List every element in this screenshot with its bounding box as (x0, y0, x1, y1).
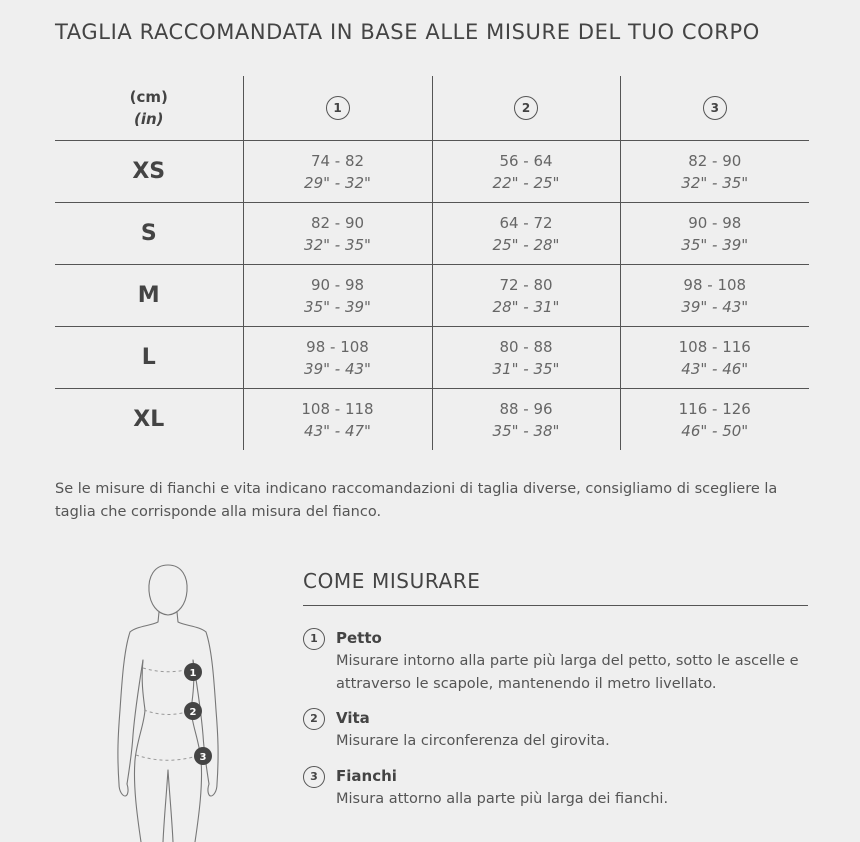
table-body (55, 141, 809, 451)
size-label: M (137, 283, 160, 308)
measure-cell (432, 141, 620, 203)
inch-value: 35" - 39" (304, 297, 371, 316)
cm-value: 56 - 64 (499, 151, 553, 170)
inch-value: 28" - 31" (492, 297, 560, 316)
number-3-icon: 3 (703, 96, 727, 120)
inch-value: 43" - 46" (681, 359, 749, 378)
measure-cell (432, 389, 620, 451)
cm-value: 108 - 116 (678, 337, 751, 356)
measure-cell (432, 203, 620, 265)
inch-value: 22" - 25" (492, 173, 560, 192)
inch-value: 43" - 47" (304, 421, 371, 440)
how-to-measure-title: COME MISURARE (303, 569, 481, 593)
measure-cell (620, 265, 809, 327)
table-row (55, 389, 809, 451)
cm-value: 80 - 88 (499, 337, 553, 356)
measure-cell (620, 203, 809, 265)
table-row (55, 327, 809, 389)
cm-value: 64 - 72 (499, 213, 553, 232)
table-row (55, 141, 809, 203)
unit-cm-label: (cm) (129, 88, 168, 106)
step-title: Vita (336, 709, 370, 727)
marker-1-label: 1 (189, 668, 197, 679)
marker-3-label: 3 (199, 752, 207, 763)
step-hips (303, 766, 813, 812)
body-silhouette-figure (105, 560, 275, 842)
measure-cell (243, 203, 432, 265)
step-title: Petto (336, 629, 382, 647)
measure-cell (432, 327, 620, 389)
page-title: TAGLIA RACCOMANDATA IN BASE ALLE MISURE DEL TUO CORPO (55, 20, 760, 44)
size-label-cell (55, 327, 243, 389)
inch-value: 32" - 35" (304, 235, 371, 254)
measure-cell (243, 327, 432, 389)
size-advice-note: Se le misure di fianchi e vita indicano raccomandazioni di taglia diverse, consigliamo di scegliere la taglia che corrisponde alla misura del fianco. (55, 481, 778, 520)
size-chart-table (55, 76, 809, 450)
cm-value: 82 - 90 (310, 213, 365, 232)
size-label: L (141, 345, 156, 370)
measure-cell (243, 141, 432, 203)
cm-value: 88 - 96 (499, 399, 553, 418)
measure-cell (243, 389, 432, 451)
section-divider (303, 605, 808, 606)
size-label: XS (132, 159, 166, 184)
column-header-waist (432, 76, 620, 141)
cm-value: 116 - 126 (678, 399, 751, 418)
cm-value: 98 - 108 (683, 275, 747, 294)
step-description: Misurare la circonferenza del girovita. (336, 733, 610, 749)
unit-header (55, 76, 243, 141)
column-header-hips (620, 76, 809, 141)
step-waist (303, 708, 813, 754)
marker-2-label: 2 (189, 707, 197, 718)
size-label-cell (55, 265, 243, 327)
measure-cell (620, 389, 809, 451)
hips-marker (194, 747, 212, 765)
number-1-icon: 1 (303, 628, 325, 650)
step-description: Misura attorno alla parte più larga dei fianchi. (336, 791, 669, 807)
cm-value: 108 - 118 (301, 399, 374, 418)
step-title: Fianchi (336, 767, 397, 785)
inch-value: 35" - 39" (681, 235, 749, 254)
cm-value: 90 - 98 (310, 275, 365, 294)
inch-value: 35" - 38" (492, 421, 560, 440)
size-label: S (140, 221, 157, 246)
chest-marker (184, 663, 202, 681)
cm-value: 72 - 80 (499, 275, 553, 294)
inch-value: 46" - 50" (681, 421, 749, 440)
cm-value: 82 - 90 (688, 151, 742, 170)
inch-value: 25" - 28" (492, 235, 560, 254)
waist-marker (184, 702, 202, 720)
inch-value: 29" - 32" (304, 173, 371, 192)
measure-cell (620, 327, 809, 389)
column-header-chest (243, 76, 432, 141)
measure-cell (243, 265, 432, 327)
inch-value: 39" - 43" (681, 297, 749, 316)
table-header-row (55, 76, 809, 141)
number-2-icon: 2 (303, 708, 325, 730)
inch-value: 39" - 43" (304, 359, 371, 378)
size-label-cell (55, 389, 243, 451)
cm-value: 74 - 82 (310, 151, 365, 170)
table-row (55, 203, 809, 265)
size-label: XL (133, 407, 165, 432)
measure-cell (620, 141, 809, 203)
size-label-cell (55, 141, 243, 203)
inch-value: 31" - 35" (492, 359, 560, 378)
table-row (55, 265, 809, 327)
number-1-icon: 1 (326, 96, 350, 120)
cm-value: 90 - 98 (688, 213, 742, 232)
measure-cell (432, 265, 620, 327)
cm-value: 98 - 108 (306, 337, 369, 356)
inch-value: 32" - 35" (681, 173, 749, 192)
number-3-icon: 3 (303, 766, 325, 788)
size-label-cell (55, 203, 243, 265)
unit-in-label: (in) (133, 110, 164, 128)
number-2-icon: 2 (514, 96, 538, 120)
step-description: Misurare intorno alla parte più larga del petto, sotto le ascelle e attraverso le scapole, mantenendo il metro livellato. (336, 653, 799, 692)
step-chest (303, 628, 813, 698)
